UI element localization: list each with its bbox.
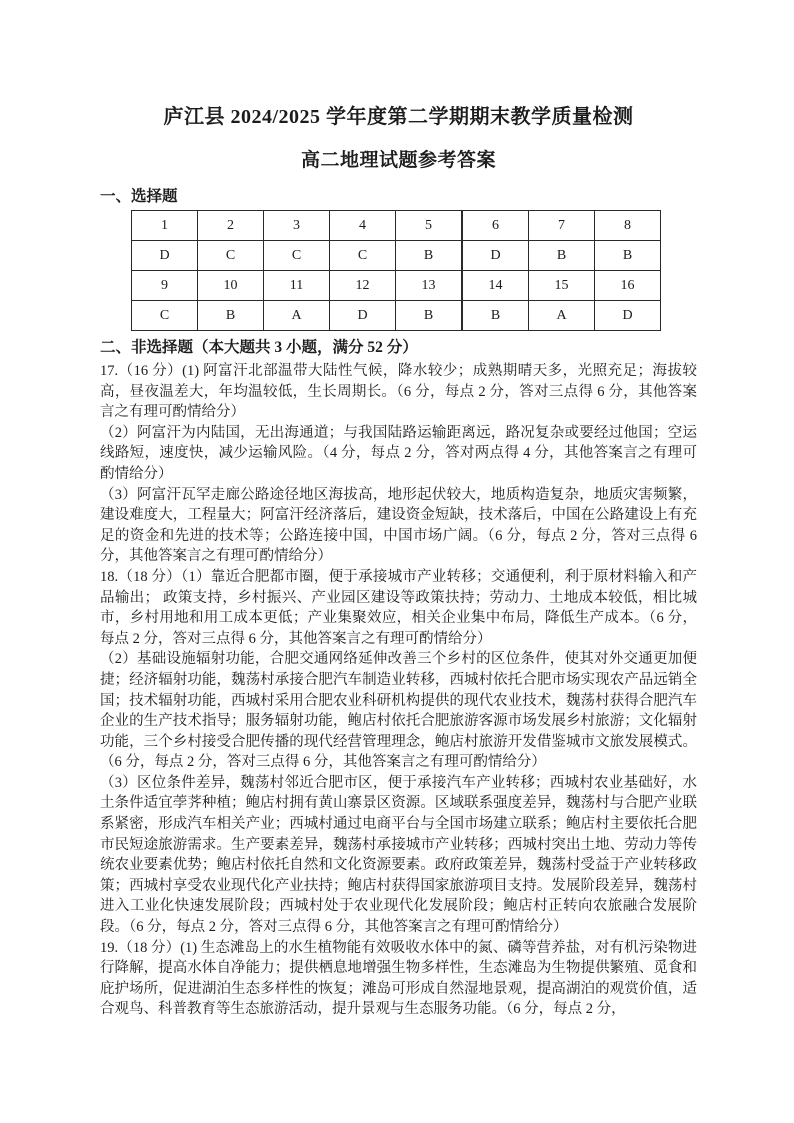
table-cell: B — [595, 241, 661, 271]
table-cell: C — [132, 301, 198, 331]
table-cell: 9 — [132, 271, 198, 301]
table-cell: B — [198, 301, 264, 331]
answer-paragraph-q18-1: 18.（18 分）（1）靠近合肥都市圈，便于承接城市产业转移；交通便利，利于原材料输入和产品输出； 政策支持，乡村振兴、产业园区建设等政策扶持；劳动力、土地成本较低，相比城市，乡村用地和用工成本更低；产业集聚效应，相关企业集中布局，降低生产成本。（6 分，每点 2 分，答对三点得 6 分，其他答案言之有理可酌情给分） — [100, 568, 697, 647]
table-cell: 3 — [264, 211, 330, 241]
table-cell: D — [132, 241, 198, 271]
table-row-answers-1-8 — [132, 241, 661, 271]
table-cell: B — [529, 241, 595, 271]
table-cell: D — [330, 301, 396, 331]
table-cell: C — [264, 241, 330, 271]
table-cell: 6 — [462, 211, 529, 241]
answer-paragraph-q17-3: （3）阿富汗瓦罕走廊公路途径地区海拔高，地形起伏较大，地质构造复杂，地质灾害频繁，建设难度大，工程量大；阿富汗经济落后，建设资金短缺，技术落后，中国在公路建设上有充足的资金和先进的技术等；公路连接中国，中国市场广阔。（6 分，每点 2 分，答对三点得 6 分，其他答案言之有理可酌情给分） — [100, 486, 697, 565]
table-row-question-numbers-1-8 — [132, 211, 661, 241]
table-cell: 12 — [330, 271, 396, 301]
table-cell: C — [330, 241, 396, 271]
answers-text-block — [100, 361, 697, 1020]
table-cell: 10 — [198, 271, 264, 301]
document-title-line2: 高二地理试题参考答案 — [300, 150, 496, 171]
table-cell: 15 — [529, 271, 595, 301]
table-cell: 11 — [264, 271, 330, 301]
section-heading-non-choice-questions: 二、非选择题（本大题共 3 小题，满分 52 分） — [100, 339, 418, 356]
answer-paragraph-q19-1: 19.（18 分）(1) 生态滩岛上的水生植物能有效吸收水体中的氮、磷等营养盐，对有机污染物进行降解，提高水体自净能力；提供栖息地增强生物多样性，生态滩岛为生物提供繁殖、觅食和庇护场所，促进湖泊生态多样性的恢复；滩岛可形成自然湿地景观，提高湖泊的观赏价值，适合观鸟、科普教育等生态旅游活动，提升景观与生态服务功能。（6 分，每点 2 分， — [100, 939, 697, 1018]
table-row-question-numbers-9-16 — [132, 271, 661, 301]
document-title-line1: 庐江县 2024/2025 学年度第二学期期末教学质量检测 — [163, 106, 634, 128]
section-heading-choice-questions: 一、选择题 — [100, 188, 178, 205]
table-cell: C — [198, 241, 264, 271]
table-cell: A — [264, 301, 330, 331]
table-cell: B — [396, 241, 463, 271]
table-cell: 5 — [396, 211, 463, 241]
table-row-answers-9-16 — [132, 301, 661, 331]
table-cell: A — [529, 301, 595, 331]
table-cell: D — [462, 241, 529, 271]
table-cell: 14 — [462, 271, 529, 301]
table-cell: 1 — [132, 211, 198, 241]
table-cell: B — [396, 301, 463, 331]
answer-paragraph-q17-1: 17.（16 分）(1) 阿富汗北部温带大陆性气候，降水较少；成熟期晴天多，光照充足；海拔较高，昼夜温差大，年均温较低，生长周期长。（6 分，每点 2 分，答对三点得 6 分，其他答案言之有理可酌情给分） — [100, 363, 697, 421]
table-cell: 2 — [198, 211, 264, 241]
answer-paragraph-q18-2: （2）基础设施辐射功能，合肥交通网络延伸改善三个乡村的区位条件，使其对外交通更加便捷；经济辐射功能，魏荡村承接合肥汽车制造业转移，西城村依托合肥市场实现农产品远销全国；技术辐射功能，西城村采用合肥农业科研机构提供的现代农业技术，魏荡村获得合肥汽车企业的生产技术指导；服务辐射功能，鲍店村依托合肥旅游客源市场发展乡村旅游；文化辐射功能，三个乡村接受合肥传播的现代经营管理理念，鲍店村旅游开发借鉴城市文旅发展模式。（6 分，每点 2 分，答对三点得 6 分，其他答案言之有理可酌情给分） — [100, 651, 697, 771]
table-cell: B — [462, 301, 529, 331]
table-cell: 13 — [396, 271, 463, 301]
table-cell: D — [595, 301, 661, 331]
table-cell: 16 — [595, 271, 661, 301]
table-cell: 8 — [595, 211, 661, 241]
table-cell: 4 — [330, 211, 396, 241]
answer-key-table — [131, 210, 661, 331]
answer-paragraph-q17-2: （2）阿富汗为内陆国，无出海通道；与我国陆路运输距离远，路况复杂或要经过他国；空运线路短，速度快，减少运输风险。（4 分，每点 2 分，答对两点得 4 分，其他答案言之有理可酌情给分） — [100, 424, 697, 482]
answer-paragraph-q18-3: （3）区位条件差异，魏荡村邻近合肥市区，便于承接汽车产业转移；西城村农业基础好，水土条件适宜荸荠种植；鲍店村拥有黄山寨景区资源。区域联系强度差异，魏荡村与合肥产业联系紧密，形成汽车相关产业；西城村通过电商平台与全国市场建立联系；鲍店村主要依托合肥市民短途旅游需求。生产要素差异，魏荡村承接城市产业转移；西城村突出土地、劳动力等传统农业要素优势；鲍店村依托自然和文化资源要素。政府政策差异，魏荡村受益于产业转移政策；西城村享受农业现代化产业扶持；鲍店村获得国家旅游项目支持。发展阶段差异，魏荡村进入工业化快速发展阶段；西城村处于农业现代化发展阶段；鲍店村正转向农旅融合发展阶段。（6 分，每点 2 分，答对三点得 6 分，其他答案言之有理可酌情给分） — [100, 774, 697, 936]
table-cell: 7 — [529, 211, 595, 241]
